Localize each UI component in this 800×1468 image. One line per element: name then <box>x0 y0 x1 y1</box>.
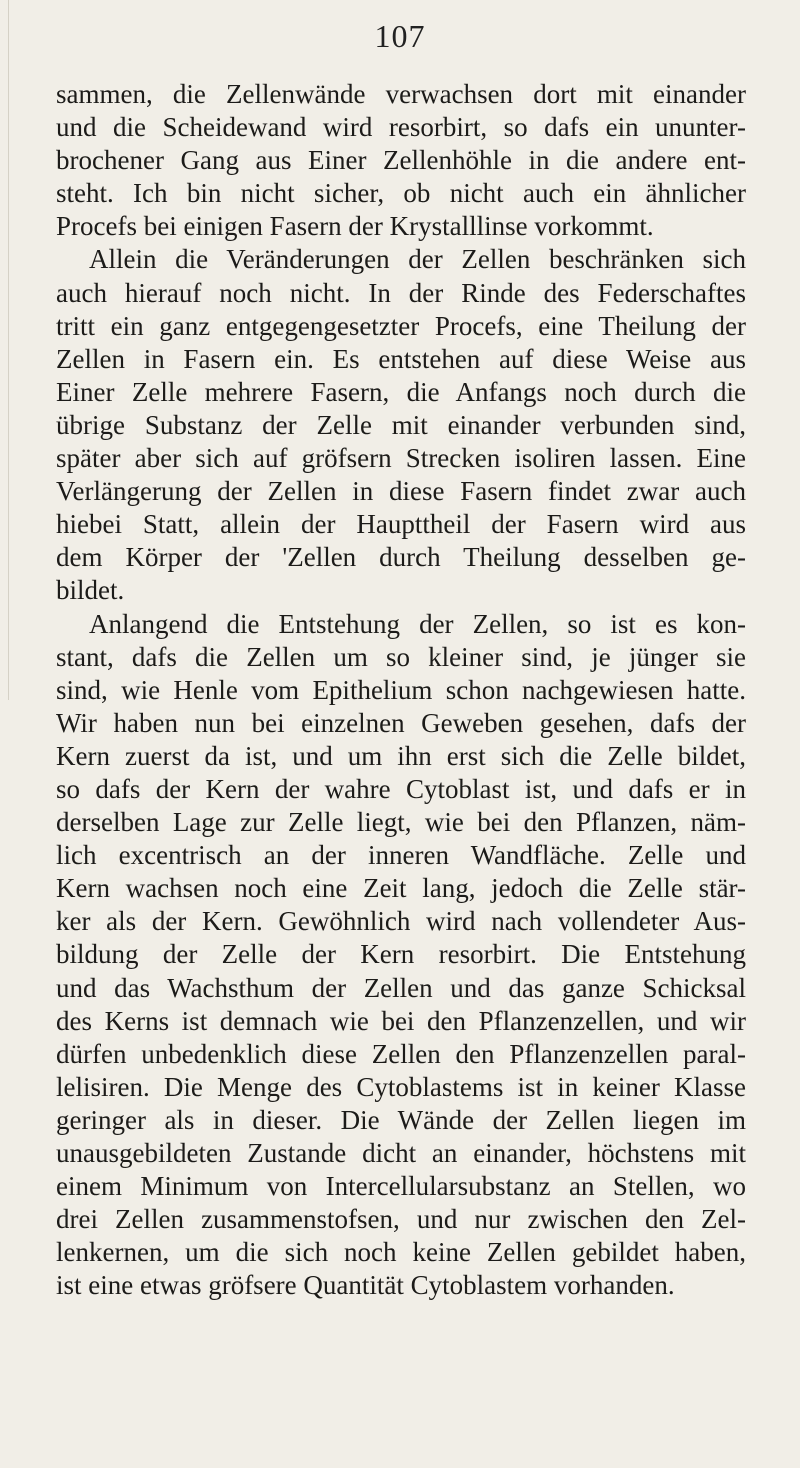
text-line: auch hierauf noch nicht. In der Rinde des Federschaftes <box>56 277 746 308</box>
page-number: 107 <box>374 18 426 54</box>
text-line: und die Scheidewand wird resorbirt, so dafs ein ununter- <box>56 112 746 143</box>
text-line: drei Zellen zusammenstofsen, und nur zwischen den Zel- <box>56 1204 746 1235</box>
text-line: sind, wie Henle vom Epithelium schon nachgewiesen hatte. <box>56 674 746 705</box>
text-line: Procefs bei einigen Fasern der Krystalllinse vorkommt. <box>56 211 654 242</box>
text-line: dem Körper der 'Zellen durch Theilung desselben ge- <box>56 542 746 573</box>
text-line: stant, dafs die Zellen um so kleiner sind, je jünger sie <box>56 641 746 672</box>
text-line: ist eine etwas gröfsere Quantität Cytoblastem vorhanden. <box>56 1270 675 1301</box>
text-line: ker als der Kern. Gewöhnlich wird nach vollendeter Aus- <box>56 906 746 937</box>
body-text <box>56 78 746 1302</box>
text-line: Einer Zelle mehrere Fasern, die Anfangs noch durch die <box>56 376 746 407</box>
text-line: Anlangend die Entstehung der Zellen, so ist es kon- <box>89 608 746 639</box>
text-line: hiebei Statt, allein der Haupttheil der Fasern wird aus <box>56 509 746 540</box>
text-line: steht. Ich bin nicht sicher, ob nicht auch ein ähnlicher <box>56 178 746 209</box>
text-line: Verlängerung der Zellen in diese Fasern findet zwar auch <box>56 476 746 507</box>
text-line: Zellen in Fasern ein. Es entstehen auf diese Weise aus <box>56 343 746 374</box>
text-line: und das Wachsthum der Zellen und das ganze Schicksal <box>56 972 746 1003</box>
page-edge-shadow <box>8 0 13 700</box>
text-line: Wir haben nun bei einzelnen Geweben gesehen, dafs der <box>56 707 746 738</box>
text-line: Allein die Veränderungen der Zellen beschränken sich <box>89 244 746 275</box>
text-line: dürfen unbedenklich diese Zellen den Pflanzenzellen paral- <box>56 1038 746 1069</box>
text-line: lenkernen, um die sich noch keine Zellen gebildet haben, <box>56 1237 746 1268</box>
text-line: einem Minimum von Intercellularsubstanz an Stellen, wo <box>56 1171 746 1202</box>
text-line: tritt ein ganz entgegengesetzter Procefs, eine Theilung der <box>56 310 746 341</box>
text-line: brochener Gang aus Einer Zellenhöhle in die andere ent- <box>56 145 746 176</box>
text-line: Kern zuerst da ist, und um ihn erst sich die Zelle bildet, <box>56 740 746 771</box>
text-line: lich excentrisch an der inneren Wandfläche. Zelle und <box>56 840 746 871</box>
text-line: lelisiren. Die Menge des Cytoblastems ist in keiner Klasse <box>56 1071 746 1102</box>
text-line: übrige Substanz der Zelle mit einander verbunden sind, <box>56 409 746 440</box>
text-line: bildung der Zelle der Kern resorbirt. Die Entstehung <box>56 939 746 970</box>
text-line: sammen, die Zellenwände verwachsen dort mit einander <box>56 79 746 109</box>
text-line: unausgebildeten Zustande dicht an einander, höchstens mit <box>56 1138 746 1168</box>
text-line: des Kerns ist demnach wie bei den Pflanzenzellen, und wir <box>56 1005 746 1036</box>
text-line: Kern wachsen noch eine Zeit lang, jedoch die Zelle stär- <box>56 873 746 904</box>
text-line: geringer als in dieser. Die Wände der Zellen liegen im <box>56 1104 746 1135</box>
text-line: später aber sich auf gröfsern Strecken isoliren lassen. Eine <box>56 443 746 474</box>
text-line: bildet. <box>56 575 125 606</box>
text-line: so dafs der Kern der wahre Cytoblast ist, und dafs er in <box>56 773 746 804</box>
text-line: derselben Lage zur Zelle liegt, wie bei den Pflanzen, näm- <box>56 807 746 838</box>
